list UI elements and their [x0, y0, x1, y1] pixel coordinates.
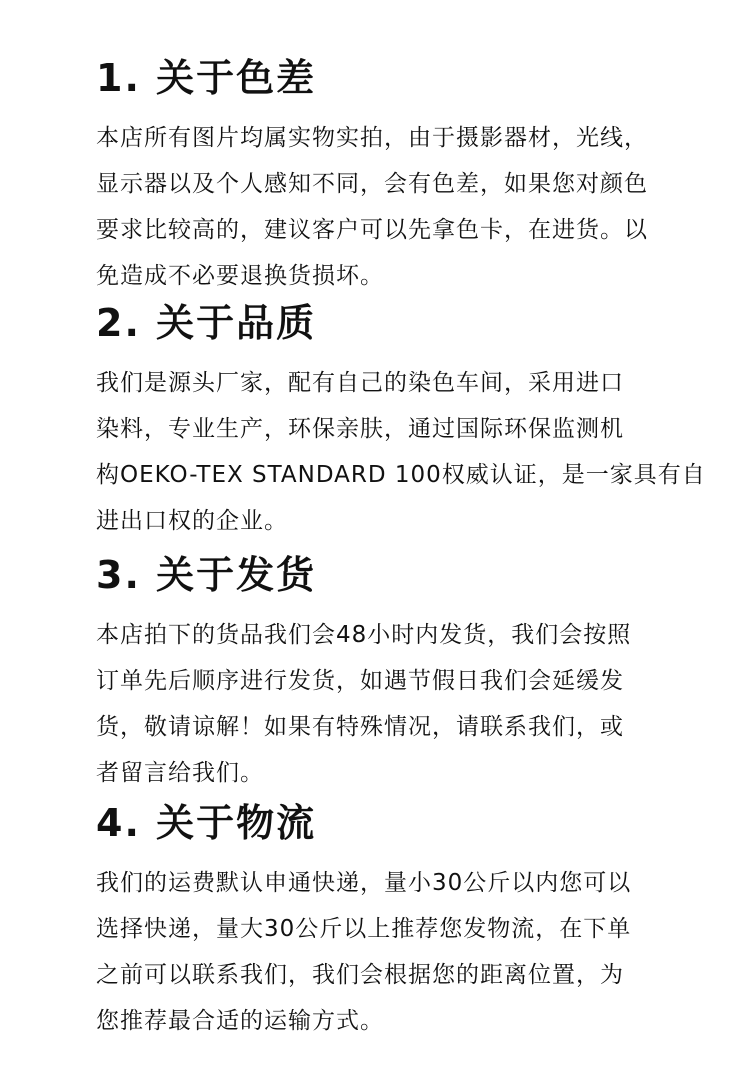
- paragraph-line: 选择快递，量大30公斤以上推荐您发物流，在下单: [96, 916, 632, 942]
- paragraph-line: 您推荐最合适的运输方式。: [96, 1008, 384, 1034]
- paragraph-line: 之前可以联系我们，我们会根据您的距离位置，为: [96, 962, 624, 988]
- paragraph-line: 货，敬请谅解！如果有特殊情况，请联系我们，或: [96, 714, 624, 740]
- section-heading: 2. 关于品质: [96, 301, 317, 345]
- section-heading: 3. 关于发货: [96, 553, 317, 597]
- paragraph-line: 要求比较高的，建议客户可以先拿色卡，在进货。以: [96, 217, 648, 243]
- paragraph-line: 订单先后顺序进行发货，如遇节假日我们会延缓发: [96, 668, 624, 694]
- paragraph-line: 者留言给我们。: [96, 760, 264, 786]
- paragraph-line: 我们的运费默认申通快递，量小30公斤以内您可以: [96, 870, 632, 896]
- section-quality: [96, 300, 706, 544]
- section-heading: 1. 关于色差: [96, 56, 317, 100]
- paragraph-line: 进出口权的企业。: [96, 508, 288, 534]
- section-color-difference: [96, 55, 696, 299]
- paragraph-line: 本店所有图片均属实物实拍，由于摄影器材，光线，: [96, 125, 648, 151]
- paragraph-line: 构OEKO-TEX STANDARD 100权威认证，是一家具有自: [96, 462, 706, 488]
- paragraph-line: 我们是源头厂家，配有自己的染色车间，采用进口: [96, 370, 624, 396]
- section-logistics: [96, 800, 696, 1044]
- paragraph-line: 显示器以及个人感知不同，会有色差，如果您对颜色: [96, 171, 648, 197]
- section-heading: 4. 关于物流: [96, 801, 317, 845]
- paragraph-line: 免造成不必要退换货损坏。: [96, 263, 384, 289]
- paragraph-line: 染料，专业生产，环保亲肤，通过国际环保监测机: [96, 416, 624, 442]
- section-shipping: [96, 552, 696, 796]
- paragraph-line: 本店拍下的货品我们会48小时内发货，我们会按照: [96, 622, 632, 648]
